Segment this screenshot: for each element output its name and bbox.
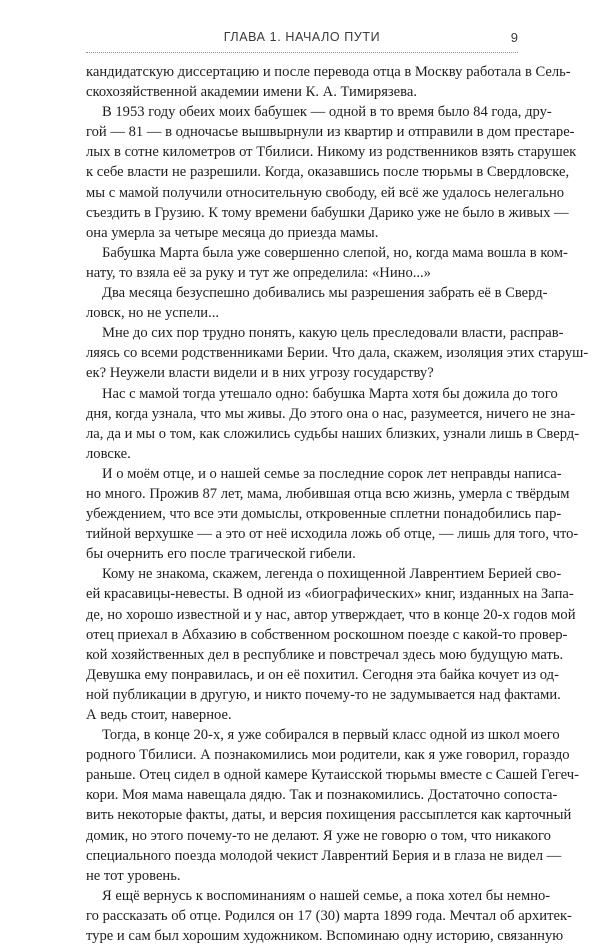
- text-line: гой — 81 — в одночасье вышвырнули из квартир и отправили в дом престаре-: [86, 124, 575, 141]
- text-line: родного Тбилиси. А познакомились мои родители, как я уже говорил, гораздо: [86, 747, 570, 764]
- text-line: дня, когда узнала, что мы живы. До этого она о нас, разумеется, ничего не зна-: [86, 405, 576, 422]
- text-line: И о моём отце, и о нашей семье за последние сорок лет неправды написа-: [102, 465, 562, 482]
- text-line: тийной верхушке — а это от неё исходила ложь об отце, — лишь для того, что-: [86, 526, 579, 543]
- text-line: кой хозяйственных дел в республике и повстречал здесь мою будущую мать.: [86, 646, 564, 663]
- text-line: Мне до сих пор трудно понять, какую цель преследовали власти, расправ-: [102, 325, 564, 342]
- text-line: Два месяца безуспешно добивались мы разрешения забрать её в Сверд-: [102, 285, 548, 302]
- text-line: ей красавицы-невесты. В одной из «биографических» книг, изданных на Запа-: [86, 586, 574, 603]
- text-line: ной публикации в другую, и никто почему-то не задумывается над фактами.: [86, 686, 561, 703]
- paragraph: [86, 384, 580, 464]
- paragraph: [86, 886, 572, 946]
- text-line: кандидатскую диссертацию и после перевода отца в Москву работала в Сель-: [86, 64, 571, 80]
- text-line: ловске.: [86, 445, 131, 462]
- text-line: ляясь со всеми родственниками Берии. Что дала, скажем, изоляция этих старуш-: [86, 345, 589, 362]
- text-line: бы очернить его после трагической гибели.: [86, 546, 356, 563]
- paragraph: [86, 323, 589, 383]
- text-line: Нас с мамой тогда утешало одно: бабушка Марта хотя бы дожила до того: [102, 385, 558, 402]
- text-line: убеждением, что все эти домыслы, откровенные сплетни понадобились пар-: [86, 506, 562, 523]
- paragraph: [86, 564, 576, 725]
- text-line: Тогда, в конце 20-х, я уже собирался в первый класс одной из школ моего: [102, 727, 560, 744]
- text-line: съездить в Грузию. К тому времени бабушки Дарико уже не было в живых —: [86, 204, 569, 221]
- text-line: А ведь стоит, наверное.: [86, 707, 232, 723]
- running-title: ГЛАВА 1. НАЧАЛО ПУТИ: [223, 30, 381, 44]
- paragraph: [86, 725, 579, 886]
- paragraph: [86, 102, 577, 243]
- text-line: отец приехал в Абхазию в собственном роскошном поезде с какой-то провер-: [86, 626, 568, 643]
- text-line: ек? Неужели власти видели и в них угрозу государству?: [86, 365, 434, 382]
- text-line: но много. Прожив 87 лет, мама, любившая отца всю жизнь, умерла с твёрдым: [86, 485, 570, 502]
- text-line: к себе власти не разрешили. Когда, оказавшись после тюрьмы в Свердловске,: [86, 164, 570, 181]
- text-line: Кому не знакома, скажем, легенда о похищенной Лаврентием Берией сво-: [102, 566, 562, 583]
- text-line: го рассказать об отце. Родился он 17 (30) марта 1899 года. Мечтал об архитек-: [86, 907, 572, 924]
- running-head: [86, 30, 518, 50]
- text-line: лых в сотне километров от Тбилиси. Никому из родственников взять старушек: [86, 144, 577, 161]
- text-line: она умерла за четыре месяца до приезда мамы.: [86, 224, 379, 241]
- text-line: специального поезда молодой чекист Лаврентий Берия и в глаза не видел —: [86, 847, 562, 864]
- text-line: ловск, но не успели...: [86, 305, 220, 322]
- paragraph: [86, 464, 579, 564]
- text-line: раньше. Отец сидел в одной камере Кутаисской тюрьмы вместе с Сашей Гегеч-: [86, 767, 579, 784]
- header-divider: [86, 52, 518, 53]
- text-line: не тот уровень.: [86, 867, 181, 884]
- text-line: скохозяйственной академии имени К. А. Тимирязева.: [86, 84, 417, 101]
- text-line: Девушка ему понравилась, и он её похитил. Сегодня эта байка кочует из од-: [86, 666, 559, 683]
- text-line: кори. Моя мама навещала дядю. Так и познакомились. Достаточно сопоста-: [86, 787, 558, 804]
- paragraph: [86, 283, 548, 323]
- paragraph: [86, 62, 571, 102]
- text-line: вить некоторые факты, даты, и версия похищения рассыплется как карточный: [86, 807, 572, 824]
- text-line: нату, то взяла её за руку и тут же определила: «Нино...»: [86, 264, 431, 281]
- text-line: туре и сам был хорошим художником. Вспоминаю одну историю, связанную: [86, 928, 564, 945]
- page-number: 9: [510, 30, 518, 45]
- body-text: [86, 62, 589, 946]
- text-line: Бабушка Марта была уже совершенно слепой, но, когда мама вошла в ком-: [102, 244, 568, 261]
- text-line: домик, но этого почему-то не делают. Я уже не говорю о том, что никакого: [86, 827, 551, 844]
- text-line: ла, да и мы о том, как сложились судьбы наших близких, узнали лишь в Сверд-: [86, 425, 580, 442]
- text-line: мы с мамой получили относительную свободу, ей всё же удалось нелегально: [86, 184, 565, 201]
- paragraph: [86, 243, 568, 283]
- text-line: В 1953 году обеих моих бабушек — одной в то время было 84 года, дру-: [102, 104, 552, 121]
- text-line: де, но хорошо известной и у нас, автор утверждает, что в конце 20-х годов мой: [86, 606, 576, 623]
- text-line: Я ещё вернусь к воспоминаниям о нашей семье, а пока хотел бы немно-: [102, 887, 551, 904]
